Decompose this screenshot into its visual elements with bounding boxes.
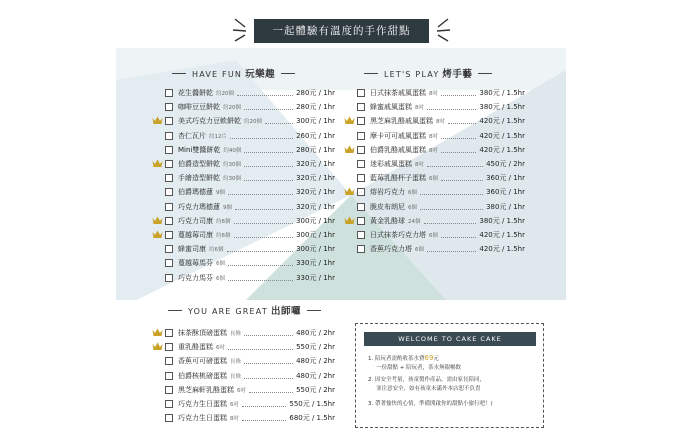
- menu-item: [357, 86, 525, 100]
- menu-item-name: 香蕉巧克力塔: [370, 245, 412, 254]
- menu-item-size: 9個: [216, 190, 225, 197]
- menu-item: [165, 100, 335, 114]
- menu-item: [357, 100, 525, 114]
- checkbox[interactable]: [165, 343, 173, 351]
- menu-item-price: 380元 / 1hr: [486, 202, 525, 211]
- dotted-leader: [237, 90, 293, 96]
- menu-item-name: 伯爵乳酪戚風蛋糕: [370, 145, 426, 154]
- menu-item-name: 脆皮布朗尼: [370, 202, 405, 211]
- section-en: LET'S PLAY: [384, 70, 440, 79]
- menu-item-size: 約6個: [209, 247, 224, 254]
- dotted-leader: [244, 104, 293, 110]
- menu-item-price: 300元 / 1hr: [296, 230, 335, 239]
- menu-item-name: 咖啡豆豆餅乾: [178, 103, 220, 112]
- dotted-leader: [427, 161, 483, 167]
- dotted-leader: [230, 133, 293, 139]
- checkbox[interactable]: [165, 329, 173, 337]
- menu-item-price: 380元 / 1.5hr: [479, 103, 525, 112]
- menu-item-price: 300元 / 1hr: [296, 216, 335, 225]
- checkbox[interactable]: [357, 132, 365, 140]
- menu-item-price: 320元 / 1hr: [296, 188, 335, 197]
- checkbox[interactable]: [357, 103, 365, 111]
- checkbox[interactable]: [165, 89, 173, 97]
- notice-item-1: [368, 354, 538, 372]
- menu-item-size: 約30個: [223, 162, 241, 169]
- dotted-leader: [244, 161, 293, 167]
- crown-icon: [152, 216, 163, 225]
- menu-item-name: 迷彩戚風蛋糕: [370, 160, 412, 169]
- notice-item-2-detail: 並注意安全，如有孩童未滿外本店恕不負責: [376, 385, 481, 392]
- dotted-leader: [234, 218, 294, 224]
- notice-item-1-unit: 元: [433, 356, 439, 362]
- menu-item-price: 360元 / 1hr: [486, 174, 525, 183]
- menu-item-price: 280元 / 1hr: [296, 145, 335, 154]
- menu-item-name: 黑芝麻乳酪戚風蛋糕: [370, 117, 433, 126]
- menu-item-size: 6吋: [230, 402, 239, 409]
- menu-item: [357, 200, 525, 214]
- menu-item-size: 8吋: [230, 416, 239, 423]
- dotted-leader: [242, 401, 286, 407]
- menu-item-size: 6吋: [216, 345, 225, 352]
- dotted-leader: [441, 133, 476, 139]
- menu-item-name: 蜂蜜戚風蛋糕: [370, 103, 412, 112]
- menu-item-price: 280元 / 1hr: [296, 103, 335, 112]
- dotted-leader: [441, 90, 476, 96]
- menu-item-price: 330元 / 1hr: [296, 273, 335, 282]
- menu-item-size: 8吋: [436, 119, 445, 126]
- menu-item: [165, 214, 335, 228]
- checkbox[interactable]: [165, 203, 173, 211]
- menu-item-name: 抹茶酥頂磅蛋糕: [178, 329, 227, 338]
- menu-item: [165, 143, 335, 157]
- notice-item-2-text: 2. 因安全考量，孩童製作產品，需由家長陪同，: [368, 377, 485, 383]
- menu-item-size: 長條: [230, 373, 242, 380]
- menu-item-price: 450元 / 2hr: [486, 160, 525, 169]
- dotted-leader: [427, 246, 476, 252]
- menu-item: [165, 270, 335, 284]
- menu-item-price: 680元 / 1.5hr: [289, 414, 335, 423]
- menu-item: [165, 114, 335, 128]
- menu-item-price: 420元 / 1.5hr: [479, 245, 525, 254]
- menu-item-name: 香蕉可可磅蛋糕: [178, 357, 227, 366]
- dotted-leader: [244, 147, 293, 153]
- menu-item-price: 330元 / 1hr: [296, 259, 335, 268]
- notice-item-1-text: 1. 陪玩者需酌收茶水費: [368, 356, 425, 362]
- dotted-leader: [265, 118, 293, 124]
- section-zh: 出師囉: [270, 306, 301, 317]
- menu-item-price: 280元 / 1hr: [296, 89, 335, 98]
- menu-item-name: 巧克力生日蛋糕: [178, 400, 227, 409]
- dotted-leader: [244, 358, 293, 364]
- menu-item-size: 約20個: [244, 119, 262, 126]
- crown-icon: [152, 328, 163, 337]
- menu-item: [165, 157, 335, 171]
- menu-item-price: 420元 / 1.5hr: [479, 117, 525, 126]
- menu-item: [165, 340, 335, 354]
- notice-box: [355, 323, 544, 428]
- menu-item-price: 380元 / 1.5hr: [479, 89, 525, 98]
- checkbox[interactable]: [357, 160, 365, 168]
- right-sparkle-icon: [432, 17, 452, 43]
- dotted-leader: [441, 232, 476, 238]
- menu-item-name: 巧克力瑪德蓮: [178, 202, 220, 211]
- menu-item-name: 手繪造型餅乾: [178, 174, 220, 183]
- menu-item-name: 伯爵核桃磅蛋糕: [178, 371, 227, 380]
- checkbox[interactable]: [165, 103, 173, 111]
- menu-item-price: 420元 / 1.5hr: [479, 230, 525, 239]
- crown-icon: [152, 116, 163, 125]
- menu-list-lets-play: [357, 86, 525, 256]
- dotted-leader: [420, 189, 483, 195]
- menu-item-size: 8吋: [415, 162, 424, 169]
- notice-title: WELCOME TO CAKE CAKE: [364, 332, 536, 346]
- menu-item-name: 巧克力生日蛋糕: [178, 414, 227, 423]
- menu-item-price: 300元 / 1hr: [296, 245, 335, 254]
- checkbox[interactable]: [165, 400, 173, 408]
- menu-item-name: 蔓越莓馬芬: [178, 259, 213, 268]
- page-banner: 一起體驗有溫度的手作甜點: [254, 19, 429, 43]
- dotted-leader: [420, 204, 483, 210]
- checkbox[interactable]: [357, 117, 365, 125]
- menu-item-name: 伯爵造型餅乾: [178, 160, 220, 169]
- menu-item: [165, 256, 335, 270]
- menu-item-price: 320元 / 1hr: [296, 202, 335, 211]
- menu-item-name: 日式抹茶巧克力塔: [370, 230, 426, 239]
- checkbox[interactable]: [165, 117, 173, 125]
- menu-item-price: 550元 / 2hr: [296, 385, 335, 394]
- menu-item-price: 320元 / 1hr: [296, 174, 335, 183]
- checkbox[interactable]: [165, 160, 173, 168]
- dotted-leader: [228, 260, 293, 266]
- dotted-leader: [249, 387, 293, 393]
- crown-icon: [344, 216, 355, 225]
- crown-icon: [152, 230, 163, 239]
- menu-item-price: 380元 / 1.5hr: [479, 216, 525, 225]
- dotted-leader: [441, 175, 483, 181]
- notice-item-1-detail: 一份甜點 + 陪玩者，茶水無限暢飲: [376, 364, 462, 371]
- section-zh: 烤手藝: [442, 69, 473, 80]
- menu-item: [165, 383, 335, 397]
- checkbox[interactable]: [357, 217, 365, 225]
- dotted-leader: [244, 175, 293, 181]
- menu-item-name: 黃金乳酪球: [370, 216, 405, 225]
- menu-item-size: 約6個: [216, 232, 231, 239]
- menu-item-name: 巧克力司康: [178, 216, 213, 225]
- menu-item-name: 黑芝麻軒乳酪蛋糕: [178, 385, 234, 394]
- menu-item-name: 蔓越莓司康: [178, 230, 213, 239]
- dotted-leader: [441, 147, 476, 153]
- menu-item-size: 6個: [216, 275, 225, 282]
- menu-item: [165, 354, 335, 368]
- notice-item-1-price: 69: [424, 354, 434, 362]
- menu-item-size: 24個: [408, 218, 421, 225]
- menu-item-price: 420元 / 1.5hr: [479, 145, 525, 154]
- menu-item: [357, 214, 525, 228]
- menu-item: [165, 200, 335, 214]
- menu-item-size: 6個: [429, 232, 438, 239]
- checkbox[interactable]: [165, 132, 173, 140]
- dotted-leader: [228, 189, 293, 195]
- menu-item: [165, 369, 335, 383]
- menu-item: [357, 171, 525, 185]
- menu-item-price: 480元 / 2hr: [296, 357, 335, 366]
- crown-icon: [344, 116, 355, 125]
- menu-item-price: 320元 / 1hr: [296, 160, 335, 169]
- menu-item-size: 9個: [223, 204, 232, 211]
- menu-item-size: 約6個: [216, 218, 231, 225]
- menu-item-name: 美式巧克力豆軟餅乾: [178, 117, 241, 126]
- checkbox[interactable]: [165, 146, 173, 154]
- checkbox[interactable]: [165, 174, 173, 182]
- dotted-leader: [244, 330, 293, 336]
- menu-item-price: 480元 / 2hr: [296, 329, 335, 338]
- checkbox[interactable]: [165, 274, 173, 282]
- section-title-lets-play: [364, 66, 492, 80]
- checkbox[interactable]: [357, 146, 365, 154]
- menu-list-have-fun: [165, 86, 335, 285]
- menu-item: [165, 242, 335, 256]
- menu-item-name: 伯爵瑪德蓮: [178, 188, 213, 197]
- menu-item: [357, 185, 525, 199]
- menu-item: [357, 228, 525, 242]
- dotted-leader: [228, 344, 293, 350]
- menu-item-size: 6吋: [237, 387, 246, 394]
- checkbox[interactable]: [357, 89, 365, 97]
- menu-item: [357, 129, 525, 143]
- checkbox[interactable]: [357, 174, 365, 182]
- menu-item-size: 約20個: [223, 105, 241, 112]
- menu-item-size: 6個: [408, 204, 417, 211]
- checkbox[interactable]: [357, 188, 365, 196]
- dotted-leader: [227, 246, 294, 252]
- section-en: HAVE FUN: [192, 70, 243, 79]
- checkbox[interactable]: [165, 357, 173, 365]
- menu-item-price: 260元 / 1hr: [296, 131, 335, 140]
- menu-item: [357, 143, 525, 157]
- menu-item-size: 6個: [429, 176, 438, 183]
- menu-item: [357, 114, 525, 128]
- menu-item-size: 約30個: [223, 176, 241, 183]
- menu-item-name: 花生醬餅乾: [178, 89, 213, 98]
- menu-item-size: 約40個: [223, 147, 242, 154]
- menu-item-size: 8吋: [429, 91, 438, 98]
- menu-item: [165, 411, 335, 425]
- section-title-you-are-great: [168, 303, 321, 317]
- section-en: YOU ARE GREAT: [188, 307, 268, 316]
- menu-item-name: 藍莓乳酪杯子蛋糕: [370, 174, 426, 183]
- menu-item-size: 長條: [230, 359, 242, 366]
- menu-item-size: 約12片: [209, 133, 227, 140]
- crown-icon: [344, 187, 355, 196]
- menu-item: [357, 157, 525, 171]
- menu-page: [116, 0, 566, 437]
- dotted-leader: [242, 415, 286, 421]
- checkbox[interactable]: [165, 372, 173, 380]
- menu-item-name: 重乳酪蛋糕: [178, 343, 213, 352]
- dotted-leader: [228, 275, 293, 281]
- menu-item-name: 日式抹茶戚風蛋糕: [370, 89, 426, 98]
- menu-item-size: 長條: [230, 331, 242, 338]
- notice-item-3: 3. 帶著愉快的心情，準備開啟你的甜點小旅行吧！): [368, 401, 493, 407]
- menu-item-size: 8吋: [415, 105, 424, 112]
- crown-icon: [152, 159, 163, 168]
- menu-item-size: 6個: [415, 247, 424, 254]
- checkbox[interactable]: [165, 188, 173, 196]
- dotted-leader: [427, 104, 476, 110]
- dotted-leader: [244, 373, 293, 379]
- menu-item-price: 550元 / 1.5hr: [289, 400, 335, 409]
- dotted-leader: [234, 232, 294, 238]
- checkbox[interactable]: [357, 245, 365, 253]
- menu-item-name: 蜂蜜司康: [178, 245, 206, 254]
- menu-item-name: Mini雙醬餅乾: [178, 145, 221, 154]
- menu-item: [357, 242, 525, 256]
- checkbox[interactable]: [165, 245, 173, 253]
- menu-item-size: 8吋: [429, 133, 438, 140]
- menu-item-name: 熔岩巧克力: [370, 188, 405, 197]
- checkbox[interactable]: [165, 414, 173, 422]
- menu-item-price: 480元 / 2hr: [296, 371, 335, 380]
- section-title-have-fun: [172, 66, 295, 80]
- menu-item: [165, 171, 335, 185]
- checkbox[interactable]: [357, 231, 365, 239]
- dotted-leader: [424, 218, 477, 224]
- menu-item: [165, 397, 335, 411]
- menu-item-size: 約20個: [216, 91, 234, 98]
- menu-item-price: 360元 / 1hr: [486, 188, 525, 197]
- menu-item-size: 8吋: [429, 147, 438, 154]
- dotted-leader: [448, 118, 476, 124]
- menu-item-price: 420元 / 1.5hr: [479, 131, 525, 140]
- section-zh: 玩樂趣: [245, 69, 276, 80]
- menu-list-you-are-great: [165, 326, 335, 425]
- menu-item: [165, 185, 335, 199]
- menu-item-name: 杏仁瓦片: [178, 131, 206, 140]
- left-sparkle-icon: [231, 17, 251, 43]
- menu-item-size: 6個: [408, 190, 417, 197]
- checkbox[interactable]: [165, 259, 173, 267]
- crown-icon: [152, 342, 163, 351]
- menu-item-size: 6個: [216, 261, 225, 268]
- checkbox[interactable]: [165, 217, 173, 225]
- checkbox[interactable]: [165, 386, 173, 394]
- menu-item-price: 550元 / 2hr: [296, 343, 335, 352]
- menu-item-name: 巧克力馬芬: [178, 273, 213, 282]
- dotted-leader: [235, 204, 293, 210]
- menu-item: [165, 326, 335, 340]
- menu-item-name: 摩卡可可戚風蛋糕: [370, 131, 426, 140]
- menu-item: [165, 129, 335, 143]
- checkbox[interactable]: [357, 203, 365, 211]
- checkbox[interactable]: [165, 231, 173, 239]
- notice-item-2: [368, 376, 538, 393]
- menu-item: [165, 228, 335, 242]
- menu-item: [165, 86, 335, 100]
- menu-item-price: 300元 / 1hr: [296, 117, 335, 126]
- crown-icon: [344, 145, 355, 154]
